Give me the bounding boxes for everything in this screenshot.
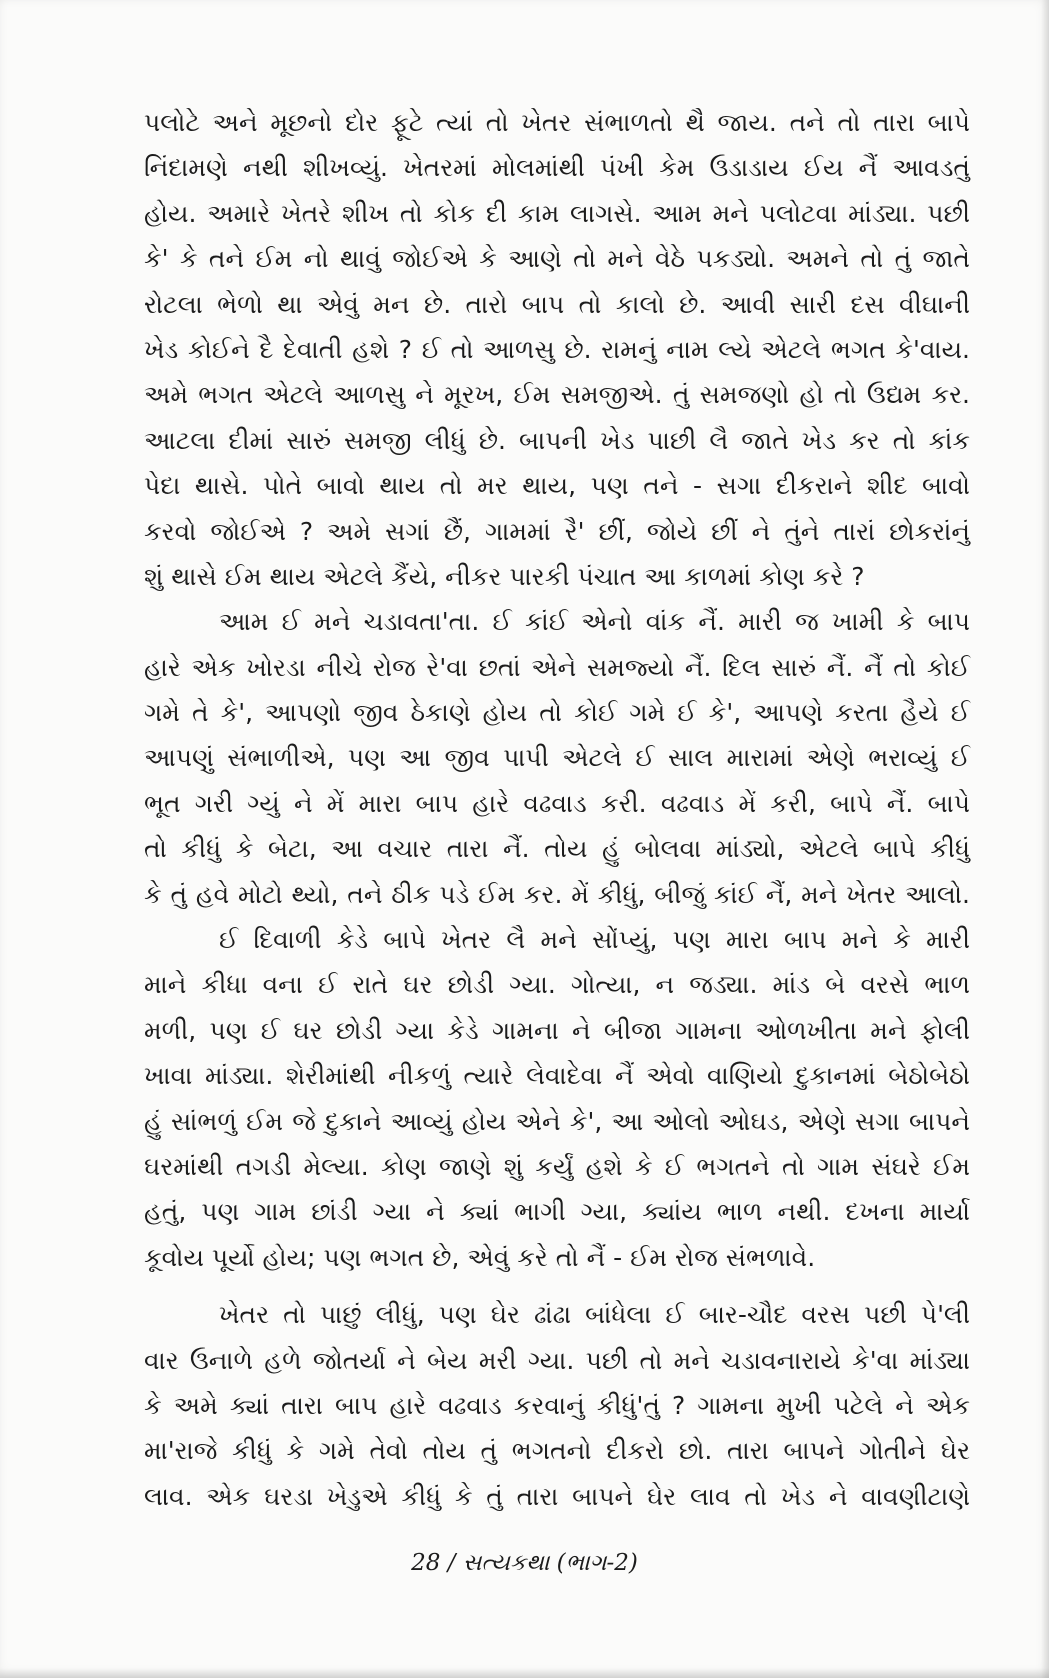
- text-line: આમ ઈ મને ચડાવતા'તા. ઈ કાંઈ એનો વાંક નૈં. મારી જ ખામી કે બાપ: [219, 607, 970, 637]
- page-footer: 28 / સત્યકથા (ભાગ-2): [411, 1550, 638, 1576]
- text-line: કે અમે ક્યાં તારા બાપ હારે વઢવાડ કરવાનું કીધું'તું ? ગામના મુખી પટેલે ને એક: [144, 1390, 970, 1420]
- text-line: મળી, પણ ઈ ઘર છોડી ગ્યા કેડે ગામના ને બીજા ગામના ઓળખીતા મને ફોલી: [144, 1015, 970, 1045]
- text-line: શું થાસે ઈમ થાય એટલે કૈંયે, નીકર પારકી પંચાત આ કાળમાં કોણ કરે ?: [144, 561, 865, 591]
- paragraph-3: [144, 917, 970, 1280]
- text-line: ખેતર તો પાછું લીધું, પણ ઘેર ઢાંઢા બાંધેલા ઈ બાર-ચૌદ વરસ પછી પે'લી: [219, 1300, 970, 1330]
- paragraph-spacer: [144, 1280, 970, 1292]
- page-edge-shadow: [1041, 0, 1049, 1678]
- text-line: ભૂત ગરી ગ્યું ને મેં મારા બાપ હારે વઢવાડ કરી. વઢવાડ મેં કરી, બાપે નૈં. બાપે: [144, 788, 970, 818]
- text-line: કૂવોય પૂર્યો હોય; પણ ભગત છે, એવું કરે તો નૈં - ઈમ રોજ સંભળાવે.: [144, 1242, 816, 1272]
- text-line: રોટલા ભેળો થા એવું મન છે. તારો બાપ તો કાલો છે. આવી સારી દસ વીઘાની: [144, 289, 970, 319]
- text-line: ગમે તે કે', આપણો જીવ ઠેકાણે હોય તો કોઈ ગમે ઈ કે', આપણે કરતા હૈયે ઈ: [144, 698, 970, 728]
- text-line: કરવો જોઈએ ? અમે સગાં છૈં, ગામમાં રૈ' છીં, જોયે છીં ને તુંને તારાં છોકરાંનું: [144, 516, 970, 546]
- text-line: ખેડ કોઈને દૈ દેવાતી હશે ? ઈ તો આળસુ છે. રામનું નામ લ્યે એટલે ભગત કે'વાય.: [144, 334, 970, 364]
- paragraph-2: [144, 599, 970, 917]
- text-line: હોય. અમારે ખેતરે શીખ તો કોક દી કામ લાગસે. આમ મને પલોટવા માંડ્યા. પછી: [144, 198, 970, 228]
- text-line: પલોટે અને મૂછનો દોર ફૂટે ત્યાં તો ખેતર સંભાળતો થૈ જાય. તને તો તારા બાપે: [144, 108, 970, 137]
- text-line: આટલા દીમાં સારું સમજી લીધું છે. બાપની ખેડ પાછી લૈ જાતે ખેડ કર તો કાંક: [144, 425, 970, 455]
- page-body-text: [144, 100, 970, 1519]
- text-line: અમે ભગત એટલે આળસુ ને મૂરખ, ઈમ સમજીએ. તું સમજણો હો તો ઉદ્યમ કર.: [144, 380, 970, 410]
- text-line: હતું, પણ ગામ છાંડી ગ્યા ને ક્યાં ભાગી ગ્યા, ક્યાંય ભાળ નથી. દખના માર્યા: [144, 1197, 970, 1227]
- text-line: વાર ઉનાળે હળે જોતર્યા ને બેય મરી ગ્યા. પછી તો મને ચડાવનારાયે કે'વા માંડ્યા: [144, 1345, 970, 1375]
- text-line: ઘરમાંથી તગડી મેલ્યા. કોણ જાણે શું કર્યું હશે કે ઈ ભગતને તો ગામ સંઘરે ઈમ: [144, 1151, 970, 1181]
- text-line: માને કીધા વના ઈ રાતે ઘર છોડી ગ્યા. ગોત્યા, ન જડ્યા. માંડ બે વરસે ભાળ: [144, 970, 970, 1000]
- text-line: આપણું સંભાળીએ, પણ આ જીવ પાપી એટલે ઈ સાલ મારામાં એણે ભરાવ્યું ઈ: [144, 743, 970, 773]
- text-line: ખાવા માંડ્યા. શેરીમાંથી નીકળું ત્યારે લેવાદેવા નૈં એવો વાણિયો દુકાનમાં બેઠોબેઠો: [144, 1061, 970, 1091]
- text-line: હારે એક ખોરડા નીચે રોજ રે'વા છતાં એને સમજ્યો નૈં. દિલ સારું નૈં. નૈં તો કોઈ: [144, 652, 970, 682]
- text-line: નિંદામણે નથી શીખવ્યું. ખેતરમાં મોલમાંથી પંખી કેમ ઉડાડાય ઈય નૈં આવડતું: [144, 153, 970, 183]
- text-line: કે તું હવે મોટો થ્યો, તને ઠીક પડે ઈમ કર. મેં કીધું, બીજું કાંઈ નૈં, મને ખેતર આલો.: [144, 879, 970, 909]
- paragraph-1: [144, 100, 970, 599]
- text-line: તો કીધું કે બેટા, આ વચાર તારા નૈં. તોય હું બોલવા માંડ્યો, એટલે બાપે કીધું: [144, 834, 970, 864]
- text-line: કે' કે તને ઈમ નો થાવું જોઈએ કે આણે તો મને વેઠે પકડ્યો. અમને તો તું જાતે: [144, 244, 970, 274]
- text-line: ઈ દિવાળી કેડે બાપે ખેતર લૈ મને સોંપ્યું, પણ મારા બાપ મને કે મારી: [219, 925, 970, 955]
- text-line: હું સાંભળું ઈમ જે દુકાને આવ્યું હોય એને કે', આ ઓલો ઓઘડ, એણે સગા બાપને: [144, 1106, 970, 1136]
- paragraph-4: [144, 1292, 970, 1519]
- text-line: લાવ. એક ઘરડા ખેડુએ કીધું કે તું તારા બાપને ઘેર લાવ તો ખેડ ને વાવણીટાણે: [144, 1481, 970, 1511]
- text-line: મા'રાજે કીધું કે ગમે તેવો તોય તું ભગતનો દીકરો છો. તારા બાપને ગોતીને ઘેર: [144, 1436, 970, 1466]
- text-line: પેદા થાસે. પોતે બાવો થાય તો મર થાય, પણ તને - સગા દીકરાને શીદ બાવો: [144, 471, 970, 501]
- page-bottom-shadow: [0, 1668, 1049, 1678]
